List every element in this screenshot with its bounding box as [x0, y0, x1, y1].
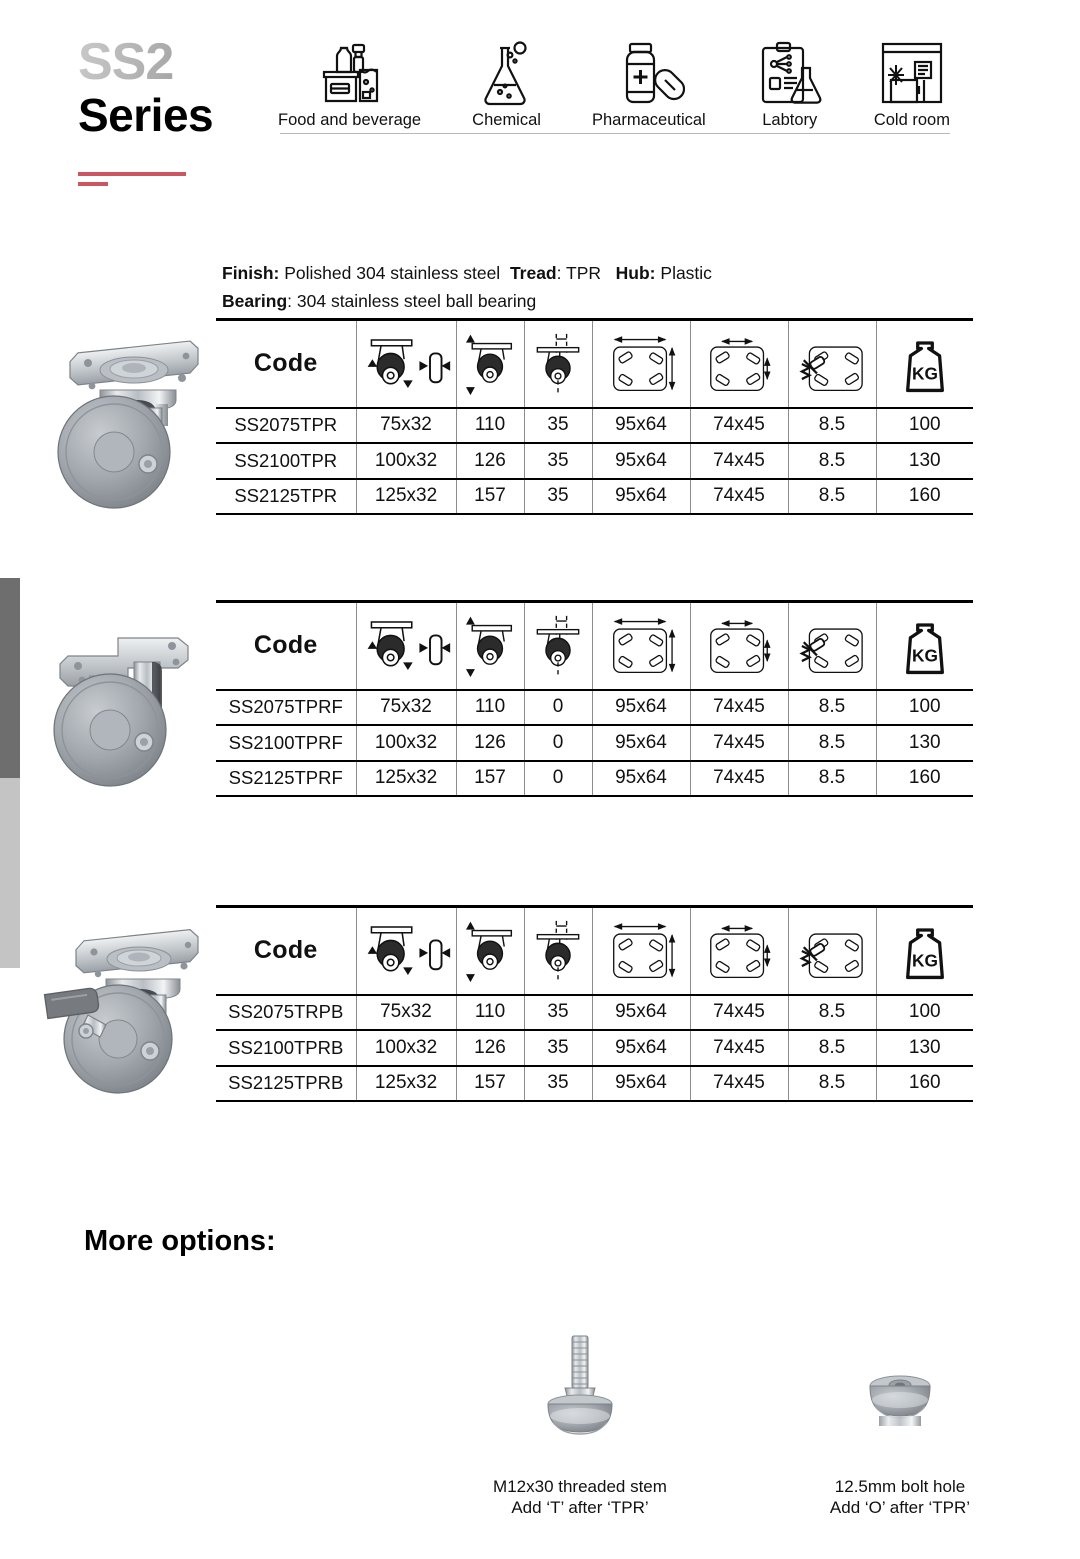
page-edge-tab-light	[0, 778, 20, 968]
cell-wheel: 125x32	[356, 761, 456, 797]
spec-table-braked-swivel	[216, 905, 973, 1102]
cell-bolt-hole: 8.5	[788, 1066, 876, 1102]
hub-value: Plastic	[660, 263, 712, 283]
cell-height: 110	[456, 408, 524, 444]
bolt-hole-spacing-icon	[691, 919, 788, 983]
column-header-bolt-spacing	[690, 602, 788, 690]
cell-code: SS2075TPRF	[216, 690, 356, 726]
cell-height: 157	[456, 479, 524, 515]
cell-bolt-hole: 8.5	[788, 690, 876, 726]
spec-table-swivel	[216, 318, 973, 515]
column-header-plate	[592, 320, 690, 408]
table-row	[216, 761, 973, 797]
cell-offset: 35	[524, 995, 592, 1031]
column-header-offset	[524, 320, 592, 408]
cell-bolt-spacing: 74x45	[690, 995, 788, 1031]
bolt-hole-diameter-icon	[789, 332, 876, 396]
column-header-plate	[592, 907, 690, 995]
cell-wheel: 100x32	[356, 1030, 456, 1066]
column-header-code: Code	[216, 602, 356, 690]
cell-offset: 35	[524, 479, 592, 515]
spec-line-1	[222, 259, 712, 287]
cell-plate: 95x64	[592, 479, 690, 515]
cell-bolt-spacing: 74x45	[690, 479, 788, 515]
cell-load: 100	[876, 408, 973, 444]
bolt-hole-photo	[835, 1330, 965, 1465]
wheel-diameter-width-icon	[357, 614, 456, 678]
industry-item-chemical	[472, 38, 541, 130]
column-header-offset	[524, 602, 592, 690]
cell-code: SS2100TPRB	[216, 1030, 356, 1066]
swivel-offset-icon	[525, 327, 592, 401]
table-row	[216, 725, 973, 761]
cell-offset: 0	[524, 725, 592, 761]
bearing-value: : 304 stainless steel ball bearing	[287, 291, 537, 312]
cell-code: SS2100TPR	[216, 443, 356, 479]
cell-code: SS2125TPRF	[216, 761, 356, 797]
industry-item-pharmaceutical	[592, 38, 706, 130]
cell-bolt-spacing: 74x45	[690, 408, 788, 444]
cell-bolt-hole: 8.5	[788, 1030, 876, 1066]
tread-label: Tread	[509, 263, 557, 283]
cell-plate: 95x64	[592, 1030, 690, 1066]
cell-height: 157	[456, 761, 524, 797]
brand-series-code: SS2	[78, 36, 318, 89]
cell-wheel: 75x32	[356, 995, 456, 1031]
cell-height: 126	[456, 1030, 524, 1066]
hub-label: Hub:	[615, 263, 656, 283]
overall-height-icon	[457, 328, 524, 400]
cell-load: 100	[876, 995, 973, 1031]
bolt-hole-diameter-icon	[789, 614, 876, 678]
cell-wheel: 75x32	[356, 690, 456, 726]
table-row	[216, 995, 973, 1031]
accent-bar-long	[78, 172, 186, 176]
cell-bolt-hole: 8.5	[788, 408, 876, 444]
cell-code: SS2125TPR	[216, 479, 356, 515]
industry-label: Cold room	[873, 111, 950, 129]
swivel-caster-photo	[42, 330, 217, 510]
cell-load: 130	[876, 725, 973, 761]
cell-height: 126	[456, 443, 524, 479]
cell-plate: 95x64	[592, 995, 690, 1031]
swivel-offset-icon	[525, 914, 592, 988]
cell-height: 110	[456, 690, 524, 726]
cell-bolt-spacing: 74x45	[690, 1030, 788, 1066]
column-header-wheel	[356, 907, 456, 995]
cell-load: 130	[876, 1030, 973, 1066]
cell-offset: 35	[524, 443, 592, 479]
bolt-hole-spacing-icon	[691, 614, 788, 678]
table-row	[216, 1030, 973, 1066]
cell-offset: 35	[524, 408, 592, 444]
more-options-title: More options:	[84, 1225, 276, 1257]
table-header-row	[216, 602, 973, 690]
column-header-bolt-spacing	[690, 907, 788, 995]
column-header-code: Code	[216, 907, 356, 995]
bolt-hole-spacing-icon	[691, 332, 788, 396]
cell-bolt-spacing: 74x45	[690, 690, 788, 726]
wheel-diameter-width-icon	[357, 332, 456, 396]
table-header-row	[216, 907, 973, 995]
cell-bolt-hole: 8.5	[788, 995, 876, 1031]
more-options-row	[430, 1330, 1050, 1518]
cell-wheel: 100x32	[356, 725, 456, 761]
option-label-line2: Add ‘O’ after ‘TPR’	[829, 1498, 971, 1517]
cell-load: 130	[876, 443, 973, 479]
cell-wheel: 125x32	[356, 479, 456, 515]
column-header-bolt-hole	[788, 602, 876, 690]
bearing-label: Bearing	[222, 291, 288, 312]
cell-height: 126	[456, 725, 524, 761]
load-capacity-kg-icon	[877, 615, 974, 677]
column-header-bolt-hole	[788, 907, 876, 995]
cell-plate: 95x64	[592, 443, 690, 479]
industry-label: Pharmaceutical	[592, 111, 706, 129]
overall-height-icon	[457, 915, 524, 987]
food-and-beverage-icon	[310, 38, 390, 106]
load-capacity-kg-icon	[877, 920, 974, 982]
option-label-line2: Add ‘T’ after ‘TPR’	[511, 1498, 649, 1517]
industry-item-labtory	[757, 38, 823, 130]
table-row	[216, 408, 973, 444]
cell-load: 100	[876, 690, 973, 726]
industry-item-cold-room	[874, 38, 950, 130]
industry-label: Labtory	[762, 111, 818, 129]
column-header-wheel	[356, 602, 456, 690]
cell-plate: 95x64	[592, 1066, 690, 1102]
column-header-height	[456, 602, 524, 690]
threaded-stem-photo	[515, 1330, 645, 1465]
column-header-height	[456, 320, 524, 408]
pharmaceutical-icon	[613, 38, 685, 106]
industry-label: Chemical	[472, 111, 541, 129]
finish-value: Polished 304 stainless steel	[284, 263, 501, 283]
cell-wheel: 100x32	[356, 443, 456, 479]
swivel-offset-icon	[525, 609, 592, 683]
cell-code: SS2075TRPB	[216, 995, 356, 1031]
tread-value: : TPR	[556, 263, 602, 283]
cell-bolt-spacing: 74x45	[690, 1066, 788, 1102]
header-divider	[280, 133, 950, 134]
column-header-height	[456, 907, 524, 995]
cold-room-icon	[879, 38, 945, 106]
plate-size-icon	[593, 919, 690, 983]
cell-bolt-hole: 8.5	[788, 443, 876, 479]
cell-code: SS2075TPR	[216, 408, 356, 444]
option-threaded-stem	[430, 1330, 730, 1518]
column-header-load	[876, 320, 973, 408]
cell-plate: 95x64	[592, 761, 690, 797]
column-header-code: Code	[216, 320, 356, 408]
cell-bolt-spacing: 74x45	[690, 725, 788, 761]
fixed-caster-photo	[42, 612, 217, 792]
wheel-diameter-width-icon	[357, 919, 456, 983]
accent-bar-short	[78, 182, 108, 186]
cell-bolt-hole: 8.5	[788, 479, 876, 515]
finish-label: Finish:	[222, 263, 280, 283]
industry-label: Food and beverage	[278, 111, 422, 129]
cell-load: 160	[876, 1066, 973, 1102]
table-row	[216, 690, 973, 726]
cell-plate: 95x64	[592, 690, 690, 726]
load-capacity-kg-icon	[877, 333, 974, 395]
column-header-load	[876, 602, 973, 690]
cell-bolt-spacing: 74x45	[690, 761, 788, 797]
column-header-plate	[592, 602, 690, 690]
table-header-row	[216, 320, 973, 408]
braked-swivel-caster-photo	[42, 917, 217, 1097]
spec-table-fixed	[216, 600, 973, 797]
cell-code: SS2100TPRF	[216, 725, 356, 761]
brand-series-word: Series	[78, 89, 214, 142]
spec-line-2	[222, 287, 712, 315]
bolt-hole-diameter-icon	[789, 919, 876, 983]
chemical-flask-icon	[476, 38, 538, 106]
cell-wheel: 75x32	[356, 408, 456, 444]
table-row	[216, 443, 973, 479]
plate-size-icon	[593, 614, 690, 678]
cell-bolt-hole: 8.5	[788, 725, 876, 761]
industry-icon-row	[278, 38, 950, 130]
specifications-text	[222, 259, 712, 316]
cell-height: 157	[456, 1066, 524, 1102]
industry-item-food-and-beverage	[278, 38, 421, 130]
table-row	[216, 1066, 973, 1102]
table-row	[216, 479, 973, 515]
cell-bolt-spacing: 74x45	[690, 443, 788, 479]
column-header-bolt-spacing	[690, 320, 788, 408]
cell-bolt-hole: 8.5	[788, 761, 876, 797]
page-header	[0, 0, 1080, 200]
option-label-line1: 12.5mm bolt hole	[834, 1477, 966, 1496]
cell-load: 160	[876, 479, 973, 515]
column-header-bolt-hole	[788, 320, 876, 408]
cell-plate: 95x64	[592, 408, 690, 444]
cell-code: SS2125TPRB	[216, 1066, 356, 1102]
option-bolt-hole	[750, 1330, 1050, 1518]
option-label-line1: M12x30 threaded stem	[493, 1477, 667, 1496]
cell-load: 160	[876, 761, 973, 797]
laboratory-clipboard-icon	[757, 38, 823, 106]
page-edge-tab-dark	[0, 578, 20, 778]
cell-offset: 0	[524, 761, 592, 797]
cell-height: 110	[456, 995, 524, 1031]
cell-offset: 35	[524, 1066, 592, 1102]
cell-offset: 35	[524, 1030, 592, 1066]
plate-size-icon	[593, 332, 690, 396]
column-header-wheel	[356, 320, 456, 408]
column-header-load	[876, 907, 973, 995]
overall-height-icon	[457, 610, 524, 682]
column-header-offset	[524, 907, 592, 995]
cell-plate: 95x64	[592, 725, 690, 761]
cell-wheel: 125x32	[356, 1066, 456, 1102]
cell-offset: 0	[524, 690, 592, 726]
